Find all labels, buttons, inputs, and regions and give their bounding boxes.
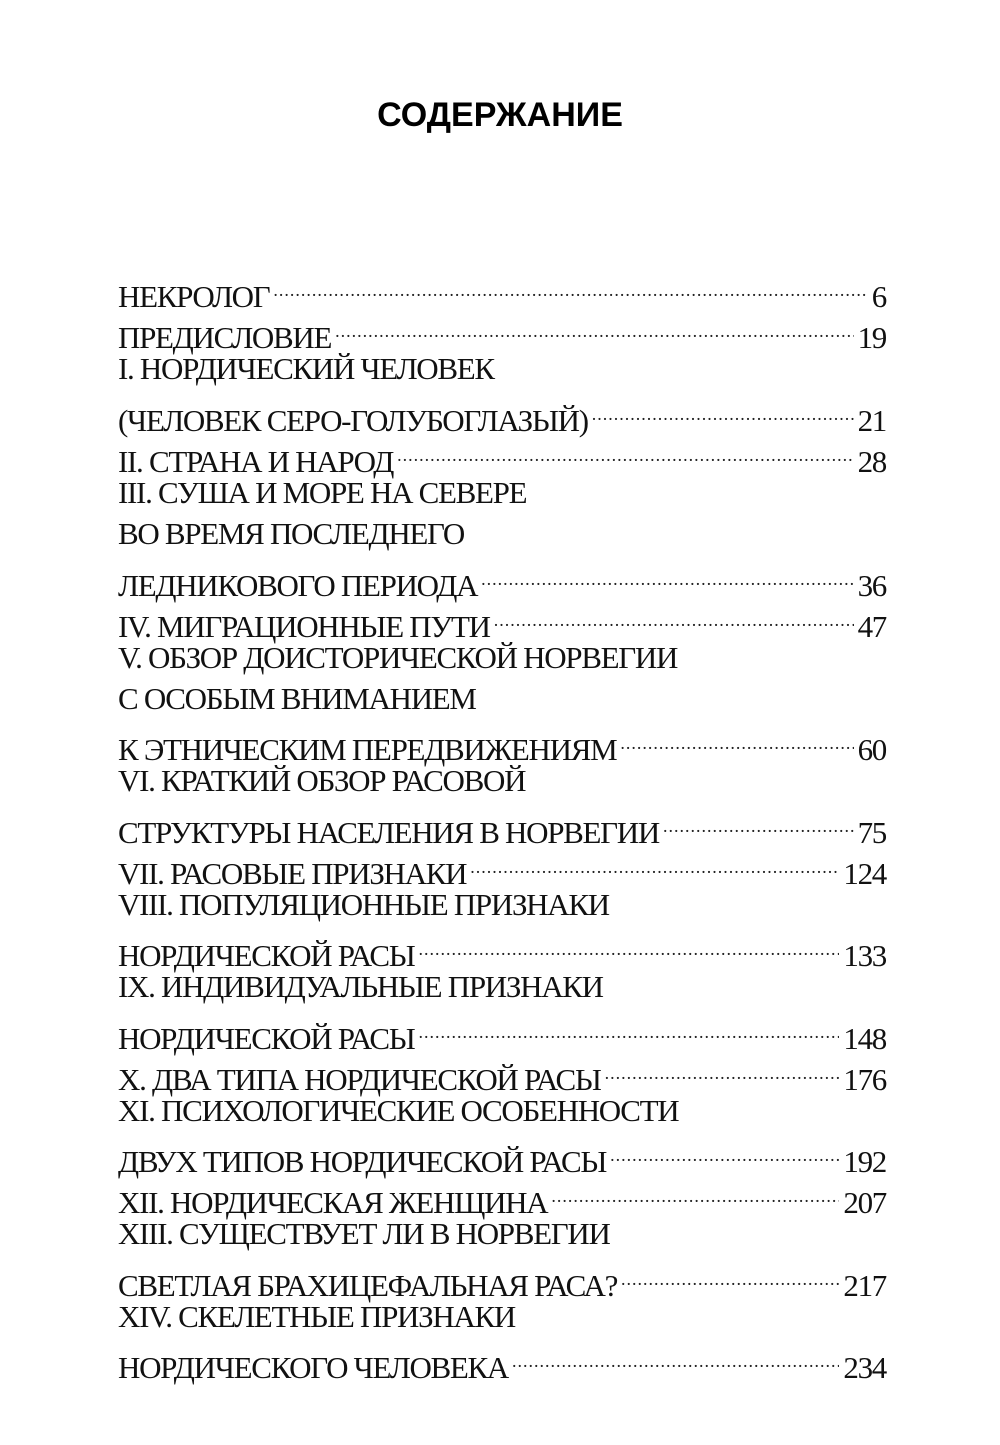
dot-leader <box>397 431 854 472</box>
dot-leader <box>621 1255 839 1296</box>
table-of-contents <box>118 266 886 1386</box>
entry-title-cont: НОРДИЧЕСКОГО ЧЕЛОВЕКА <box>118 1350 509 1386</box>
entry-title: III. СУША И МОРЕ НА СЕВЕРЕ <box>118 474 527 510</box>
toc-entry-chapter-13[interactable] <box>118 1213 886 1303</box>
page-number: 75 <box>857 814 886 850</box>
entry-title: ПРЕДИСЛОВИЕ <box>118 320 332 356</box>
page-title: СОДЕРЖАНИЕ <box>377 96 623 134</box>
page-number: 36 <box>857 567 886 603</box>
dot-leader <box>592 390 854 431</box>
page-number: 207 <box>843 1185 886 1221</box>
dot-leader <box>418 1007 839 1048</box>
entry-title-cont: ВО ВРЕМЯ ПОСЛЕДНЕГО <box>118 516 464 552</box>
entry-title-cont: ЛЕДНИКОВОГО ПЕРИОДА <box>118 567 478 603</box>
dot-leader <box>273 266 867 307</box>
toc-entry-chapter-9[interactable] <box>118 966 886 1056</box>
toc-entry-chapter-14[interactable] <box>118 1296 886 1386</box>
page-number: 234 <box>843 1350 886 1386</box>
entry-title: XIV. СКЕЛЕТНЫЕ ПРИЗНАКИ <box>118 1298 515 1334</box>
entry-title-cont: ДВУХ ТИПОВ НОРДИЧЕСКОЙ РАСЫ <box>118 1144 607 1180</box>
entry-title: II. СТРАНА И НАРОД <box>118 443 394 479</box>
toc-entry-chapter-8[interactable] <box>118 884 886 974</box>
dot-leader <box>512 1337 839 1378</box>
page-number: 133 <box>843 938 886 974</box>
entry-title: VI. КРАТКИЙ ОБЗОР РАСОВОЙ <box>118 763 526 799</box>
entry-title: XI. ПСИХОЛОГИЧЕСКИЕ ОСОБЕННОСТИ <box>118 1092 679 1128</box>
entry-title-cont: НОРДИЧЕСКОЙ РАСЫ <box>118 1020 415 1056</box>
page-number: 148 <box>843 1020 886 1056</box>
dot-leader <box>610 1131 839 1172</box>
entry-title-cont: С ОСОБЫМ ВНИМАНИЕМ <box>118 680 476 716</box>
page-number: 192 <box>843 1144 886 1180</box>
entry-title: XII. НОРДИЧЕСКАЯ ЖЕНЩИНА <box>118 1185 548 1221</box>
entry-title: I. НОРДИЧЕСКИЙ ЧЕЛОВЕК <box>118 351 494 387</box>
page-number: 47 <box>857 608 886 644</box>
entry-title: IV. МИГРАЦИОННЫЕ ПУТИ <box>118 608 490 644</box>
dot-leader <box>605 1049 840 1090</box>
toc-entry-chapter-6[interactable] <box>118 760 886 850</box>
entry-title-cont: К ЭТНИЧЕСКИМ ПЕРЕДВИЖЕНИЯМ <box>118 732 617 768</box>
dot-leader <box>418 925 839 966</box>
dot-leader <box>551 1172 839 1213</box>
page-number: 60 <box>857 732 886 768</box>
entry-title-cont: СВЕТЛАЯ БРАХИЦЕФАЛЬНАЯ РАСА? <box>118 1267 618 1303</box>
entry-title-cont: (ЧЕЛОВЕК СЕРО-ГОЛУБОГЛАЗЫЙ) <box>118 402 588 438</box>
entry-title: X. ДВА ТИПА НОРДИЧЕСКОЙ РАСЫ <box>118 1061 601 1097</box>
entry-title: V. ОБЗОР ДОИСТОРИЧЕСКОЙ НОРВЕГИИ <box>118 639 678 675</box>
page-number: 217 <box>843 1267 886 1303</box>
entry-title: IX. ИНДИВИДУАЛЬНЫЕ ПРИЗНАКИ <box>118 969 603 1005</box>
page-number: 28 <box>857 443 886 479</box>
dot-leader <box>335 307 853 348</box>
dot-leader <box>481 554 853 595</box>
dot-leader <box>494 596 854 637</box>
dot-leader <box>620 719 853 760</box>
entry-title-cont: НОРДИЧЕСКОЙ РАСЫ <box>118 938 415 974</box>
entry-title: VIII. ПОПУЛЯЦИОННЫЕ ПРИЗНАКИ <box>118 886 609 922</box>
toc-entry-chapter-11[interactable] <box>118 1090 886 1180</box>
toc-entry-chapter-3[interactable] <box>118 472 886 603</box>
entry-title: XIII. СУЩЕСТВУЕТ ЛИ В НОРВЕГИИ <box>118 1216 610 1252</box>
toc-entry-chapter-1[interactable] <box>118 348 886 438</box>
toc-entry-chapter-5[interactable] <box>118 637 886 768</box>
entry-title: VII. РАСОВЫЕ ПРИЗНАКИ <box>118 855 467 891</box>
page-number: 19 <box>857 320 886 356</box>
entry-title: НЕКРОЛОГ <box>118 279 270 315</box>
page-number: 124 <box>843 855 886 891</box>
entry-title-cont: СТРУКТУРЫ НАСЕЛЕНИЯ В НОРВЕГИИ <box>118 814 659 850</box>
page-number: 21 <box>857 402 886 438</box>
toc-entry-nekrolog[interactable] <box>118 266 886 315</box>
dot-leader <box>663 801 854 842</box>
page-number: 176 <box>843 1061 886 1097</box>
page-number: 6 <box>871 279 886 315</box>
dot-leader <box>470 843 839 884</box>
